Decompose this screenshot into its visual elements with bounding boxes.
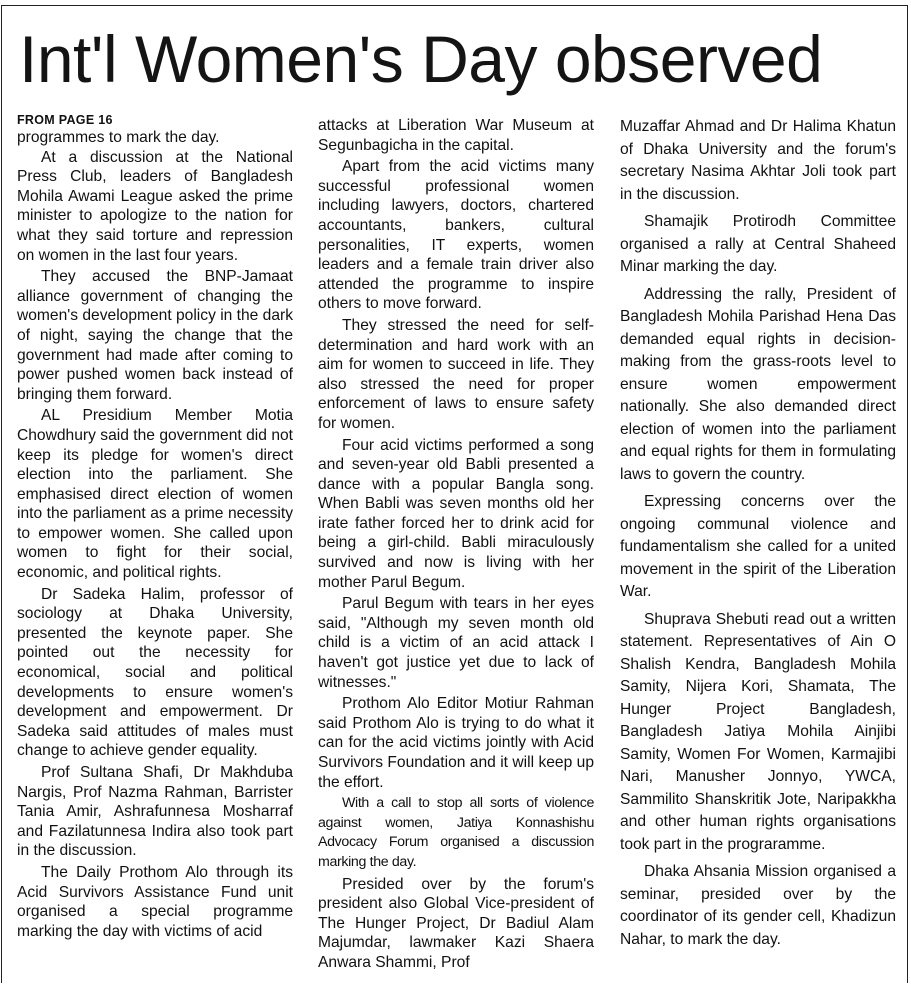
paragraph: The Daily Prothom Alo through its Acid Survivors Assistance Fund unit organised a special programme marking the day with victims of acid [17,863,293,940]
paragraph: Four acid victims performed a song and seven-year old Babli presented a dance with a popular Bangla song. When Babli was seven months old her irate father forced her to drink acid for being a girl-child. Babli miraculously survived and now is living with her mother Parul Begum. [318,436,594,591]
article-column-2 [318,116,594,973]
jump-label: FROM PAGE 16 [17,113,113,127]
paragraph: Expressing concerns over the ongoing communal violence and fundamentalism she called for a united movement in the spirit of the Liberation War. [620,493,896,600]
paragraph: Presided over by the forum's president also Global Vice-president of The Hunger Project, Dr Badiul Alam Majumdar, lawmaker Kazi Shaera Anwara Shammi, Prof [318,875,594,971]
headline: Int'l Women's Day observed [19,22,823,96]
paragraph: Parul Begum with tears in her eyes said, "Although my seven month old child is a victim of an acid attack I haven't got justice yet due to lack of witnesses." [318,595,594,691]
paragraph: They stressed the need for self-determination and hard work with an aim for women to succeed in life. They also stressed the need for proper enforcement of laws to ensure safety for women. [318,316,594,432]
paragraph: Dhaka Ahsania Mission organised a seminar, presided over by the coordinator of its gender cell, Khadizun Nahar, to mark the day. [620,863,896,948]
paragraph: attacks at Liberation War Museum at Segunbagicha in the capital. [318,117,594,154]
paragraph: Prothom Alo Editor Motiur Rahman said Prothom Alo is trying to do what it can for the acid victims jointly with Acid Survivors Foundation and it will keep up the effort. [318,695,594,791]
paragraph: Shamajik Protirodh Committee organised a rally at Central Shaheed Minar marking the day. [620,213,896,275]
paragraph: Prof Sultana Shafi, Dr Makhduba Nargis, Prof Nazma Rahman, Barrister Tania Amir, Ashrafunnesa Mosharraf and Fazilatunnesa Indira also took part in the discussion. [17,764,293,860]
article-column-1 [17,112,293,941]
paragraph: Apart from the acid victims many successful professional women including lawyers, doctors, chartered accountants, bankers, cultural personalities, IT experts, women leaders and a female train driver also attended the programme to inspire others to move forward. [318,158,594,313]
paragraph: With a call to stop all sorts of violence against women, Jatiya Konnashishu Advocacy Forum organised a discussion marking the day. [318,795,594,870]
paragraph: At a discussion at the National Press Club, leaders of Bangladesh Mohila Awami League asked the prime minister to apologize to the nation for what they said torture and repression on women in the last four years. [17,148,293,264]
paragraph: They accused the BNP-Jamaat alliance government of changing the women's development policy in the dark of night, saying the change that the government had made after coming to power pushed women back instead of bringing them forward. [17,268,294,403]
article-column-3 [620,116,896,951]
paragraph: Shuprava Shebuti read out a written statement. Representatives of Ain O Shalish Kendra, Bangladesh Mohila Samity, Nijera Kori, Shamata, The Hunger Project Bangladesh, Bangladesh Jatiya Mohila Ainjibi Samity, Women For Women, Karmajibi Nari, Manusher Jonnyo, YWCA, Sammilito Shanskritik Jote, Naripakkha and other human rights organisations took part in the prograramme. [620,610,896,853]
paragraph: AL Presidium Member Motia Chowdhury said the government did not keep its pledge for women's direct election into the parliament. She emphasised direct election of women into the parliament as a prime necessity to empower women. She called upon women to fight for their social, economic, and political rights. [17,407,293,582]
paragraph: Muzaffar Ahmad and Dr Halima Khatun of Dhaka University and the forum's secretary Nasima Akhtar Joli took part in the discussion. [620,118,896,203]
paragraph: Addressing the rally, President of Bangladesh Mohila Parishad Hena Das demanded equal rights in decision-making from the grass-roots level to ensure women empowerment nationally. She also demanded direct election of women into the parliament and equal rights for them in formulating laws to govern the country. [620,285,896,483]
paragraph: Dr Sadeka Halim, professor of sociology at Dhaka University, presented the keynote paper. She pointed out the necessity for economical, social and political developments to ensure women's development and empowerment. Dr Sadeka said attitudes of males must change to achieve gender equality. [17,585,293,760]
paragraph: programmes to mark the day. [17,129,220,146]
